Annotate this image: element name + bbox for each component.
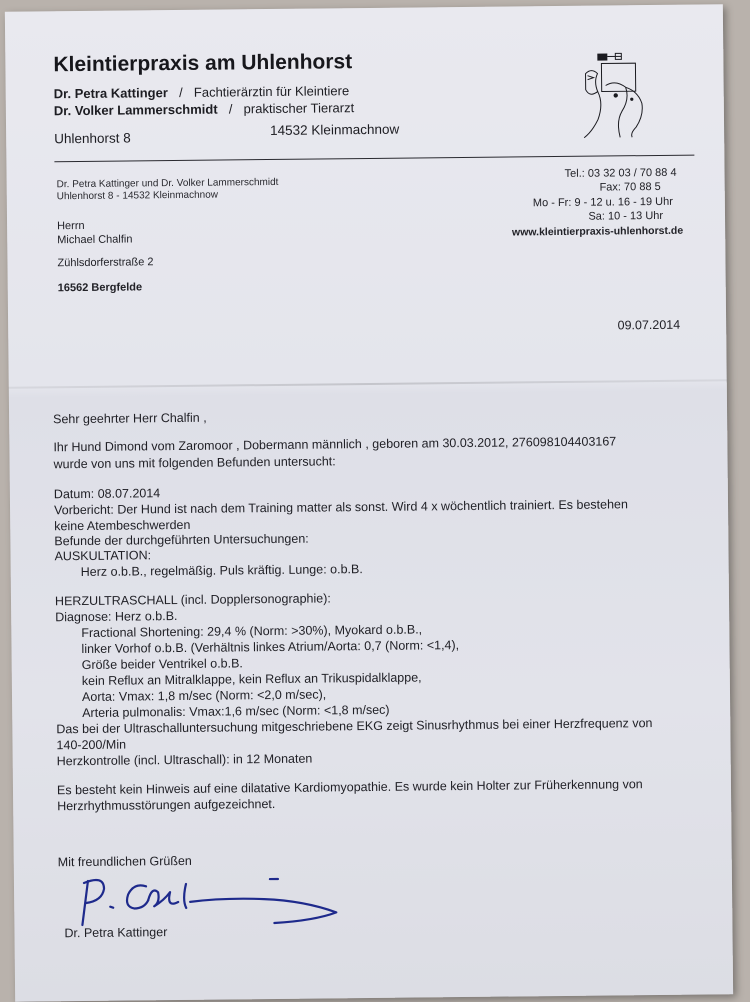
history-line-2: keine Atembeschwerden — [54, 517, 190, 535]
greeting: Sehr geehrter Herr Chalfin , — [53, 410, 207, 429]
closing: Mit freundlichen Grüßen — [58, 853, 192, 871]
abstract-bird-logo-icon — [575, 51, 656, 140]
auscultation-heading: AUSKULTATION: — [54, 547, 151, 565]
practice-name: Kleintierpraxis am Uhlenhorst — [53, 50, 352, 77]
doctor1-title: Fachtierärztin für Kleintiere — [194, 83, 349, 100]
contact-hours-weekday: Mo - Fr: 9 - 12 u. 16 - 19 Uhr — [533, 196, 673, 209]
echo-line: Fractional Shortening: 29,4 % (Norm: >30%), Myokard o.b.B., — [81, 621, 422, 642]
doctor2-title: praktischer Tierarzt — [244, 100, 355, 116]
recipient-salutation: Herrn — [57, 220, 85, 232]
doctor-line-2 — [54, 100, 354, 118]
echo-heading: HERZULTRASCHALL (incl. Dopplersonographie): — [55, 590, 331, 610]
practice-city: 14532 Kleinmachnow — [270, 122, 399, 138]
echo-line: linker Vorhof o.b.B. (Verhältnis linkes Atrium/Aorta: 0,7 (Norm: <1,4), — [81, 637, 459, 658]
conclusion-line-2: Herzrhythmusstörungen aufgezeichnet. — [57, 796, 275, 815]
conclusion-line-1: Es besteht kein Hinweis auf eine dilatative Kardiomyopathie. Es wurde kein Holter zur Früherkennung von — [57, 776, 643, 799]
echo-line: kein Reflux an Mitralklappe, kein Reflux an Trikuspidalklappe, — [82, 669, 422, 690]
ekg-line-1: Das bei der Ultraschalluntersuchung mitgeschriebene EKG zeigt Sinusrhythmus bei einer Herzfrequenz von — [56, 715, 652, 738]
exam-date: Datum: 08.07.2014 — [54, 485, 161, 503]
echo-line: Größe beider Ventrikel o.b.B. — [82, 655, 243, 674]
sender-line-1: Dr. Petra Kattinger und Dr. Volker Lammerschmidt — [57, 177, 279, 190]
contact-hours-saturday: Sa: 10 - 13 Uhr — [588, 210, 663, 223]
echo-line: Aorta: Vmax: 1,8 m/sec (Norm: <2,0 m/sec), — [82, 686, 326, 706]
sender-line-2: Uhlenhorst 8 - 14532 Kleinmachnow — [57, 190, 218, 203]
letter-date: 09.07.2014 — [618, 317, 681, 335]
separator: / — [218, 101, 244, 116]
intro-line-2: wurde von uns mit folgenden Befunden untersucht: — [53, 453, 335, 473]
signatory-name: Dr. Petra Kattinger — [64, 924, 167, 942]
recipient-name: Michael Chalfin — [57, 233, 132, 246]
diagnosis: Diagnose: Herz o.b.B. — [55, 608, 177, 626]
findings-heading: Befunde der durchgeführten Untersuchungen: — [54, 531, 309, 551]
recipient-city: 16562 Bergfelde — [58, 281, 143, 294]
auscultation-findings: Herz o.b.B., regelmäßig. Puls kräftig. Lunge: o.b.B. — [81, 561, 363, 581]
header-rule — [54, 155, 694, 163]
practice-street: Uhlenhorst 8 — [54, 130, 131, 146]
separator: / — [168, 85, 194, 100]
history-line-1: Vorbericht: Der Hund ist nach dem Training matter als sonst. Wird 4 x wöchentlich trainiert. Es bestehen — [54, 496, 628, 519]
recipient-street: Zühlsdorferstraße 2 — [57, 256, 153, 269]
doctor-line-1 — [54, 83, 350, 101]
intro-line-1: Ihr Hund Dimond vom Zaromoor , Dobermann männlich , geboren am 30.03.2012, 276098104403167 — [53, 433, 616, 456]
doctor2-name: Dr. Volker Lammerschmidt — [54, 102, 218, 119]
echo-line: Arteria pulmonalis: Vmax:1,6 m/sec (Norm: <1,8 m/sec) — [82, 702, 390, 722]
doctor1-name: Dr. Petra Kattinger — [54, 85, 168, 101]
handwritten-signature-icon — [74, 870, 355, 933]
contact-fax: Fax: 70 88 5 — [599, 181, 660, 194]
ekg-line-2: 140-200/Min — [56, 737, 126, 755]
letter-page — [5, 4, 733, 1001]
followup: Herzkontrolle (incl. Ultraschall): in 12 Monaten — [57, 751, 313, 771]
contact-website: www.kleintierpraxis-uhlenhorst.de — [512, 225, 683, 239]
paper-fold — [9, 379, 727, 389]
contact-tel: Tel.: 03 32 03 / 70 88 4 — [565, 167, 677, 180]
